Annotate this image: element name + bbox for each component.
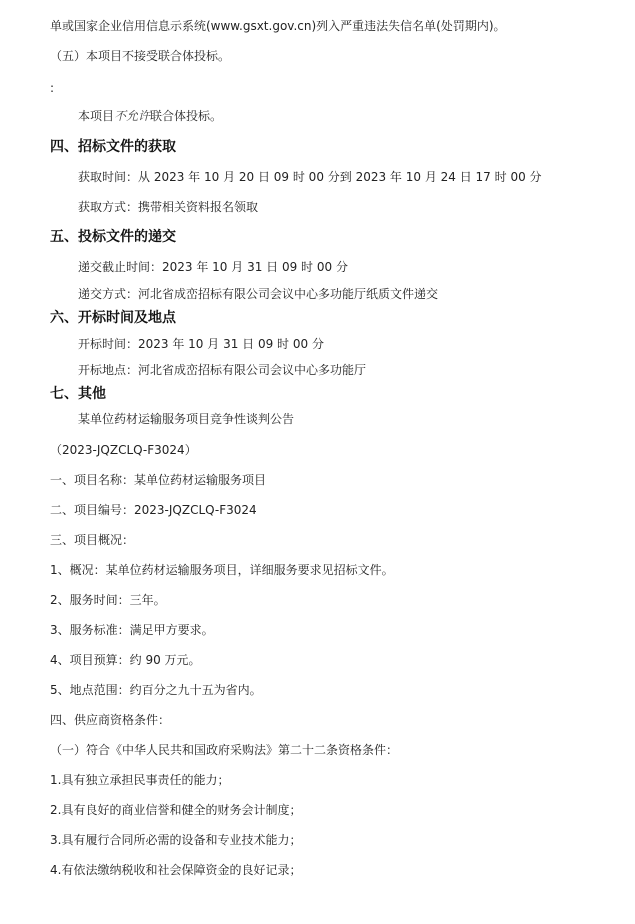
text-line: 某单位药材运输服务项目竞争性谈判公告 — [78, 412, 295, 426]
section-heading: 四、招标文件的获取 — [50, 139, 176, 155]
text-line: 5、地点范围：约百分之九十五为省内。 — [50, 683, 262, 697]
text-line: 2、服务时间：三年。 — [50, 593, 166, 607]
text-line: 获取时间：从 2023 年 10 月 20 日 09 时 00 分到 2023 年 10 月 24 日 17 时 00 分 — [78, 170, 542, 184]
text-line: 递交方式：河北省成峦招标有限公司会议中心多功能厅纸质文件递交 — [78, 287, 439, 301]
text-line: 二、项目编号：2023-JQZCLQ-F3024 — [50, 503, 257, 517]
text-line: 开标时间：2023 年 10 月 31 日 09 时 00 分 — [78, 337, 324, 351]
text-span: 本项目 — [78, 109, 115, 123]
text-line: 开标地点：河北省成峦招标有限公司会议中心多功能厅 — [78, 363, 367, 377]
text-line: 4.有依法缴纳税收和社会保障资金的良好记录； — [50, 863, 302, 877]
text-line: 递交截止时间：2023 年 10 月 31 日 09 时 00 分 — [78, 260, 348, 274]
text-line: 一、项目名称：某单位药材运输服务项目 — [50, 473, 267, 487]
text-line: 获取方式：携带相关资料报名领取 — [78, 200, 259, 214]
text-line: 4、项目预算：约 90 万元。 — [50, 653, 201, 667]
text-line: 1.具有独立承担民事责任的能力； — [50, 773, 230, 787]
section-heading: 七、其他 — [50, 386, 106, 402]
text-line: : — [50, 81, 55, 95]
text-line: （一）符合《中华人民共和国政府采购法》第二十二条资格条件： — [50, 743, 399, 757]
text-line: （五）本项目不接受联合体投标。 — [50, 49, 231, 63]
emphasis-text: 不允许 — [114, 109, 151, 123]
text-line: （2023-JQZCLQ-F3024） — [50, 443, 197, 457]
text-line: 3.具有履行合同所必需的设备和专业技术能力； — [50, 833, 302, 847]
text-line: 3、服务标准：满足甲方要求。 — [50, 623, 214, 637]
text-span: 联合体投标。 — [150, 109, 223, 123]
text-line: 单或国家企业信用信息示系统(www.gsxt.gov.cn)列入严重违法失信名单(处罚期内)。 — [50, 19, 506, 33]
text-line: 四、供应商资格条件： — [50, 713, 171, 727]
section-heading: 六、开标时间及地点 — [50, 310, 176, 326]
section-heading: 五、投标文件的递交 — [50, 229, 176, 245]
text-line: 1、概况：某单位药材运输服务项目，详细服务要求见招标文件。 — [50, 563, 394, 577]
text-line: 三、项目概况： — [50, 533, 135, 547]
text-line: 2.具有良好的商业信誉和健全的财务会计制度； — [50, 803, 302, 817]
text-line — [78, 108, 222, 124]
